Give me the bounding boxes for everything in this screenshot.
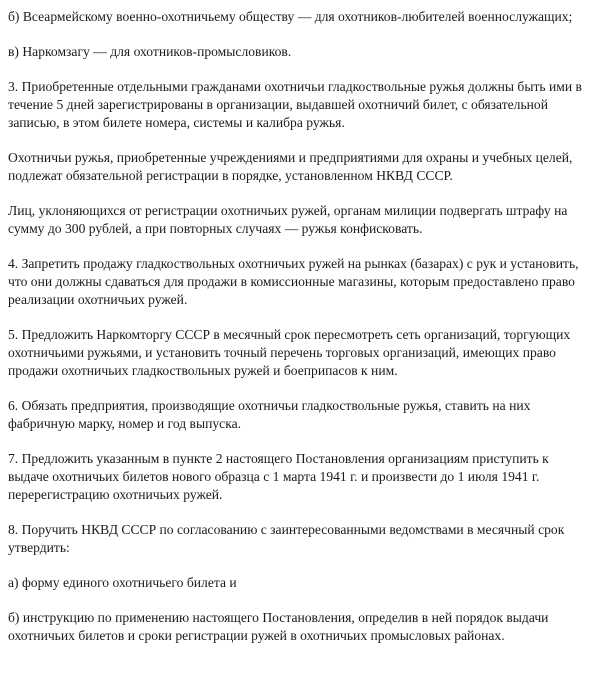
paragraph-item-6: 6. Обязать предприятия, производящие охотничьи гладкоствольные ружья, ставить на них фабричную марку, номер и год выпуска.	[8, 398, 531, 431]
paragraph-institution-rifles: Охотничьи ружья, приобретенные учреждениями и предприятиями для охраны и учебных целей, подлежат обязательной регистрации в порядке, установленном НКВД СССР.	[8, 150, 573, 183]
paragraph-item-8: 8. Поручить НКВД СССР по согласованию с заинтересованными ведомствами в месячный срок утвердить:	[8, 522, 565, 555]
paragraph-v-narkomzag: в) Наркомзагу — для охотников-промысловиков.	[8, 44, 292, 59]
paragraph-item-3: 3. Приобретенные отдельными гражданами охотничьи гладкоствольные ружья должны быть ими в течение 5 дней зарегистрированы в организации, выдавшей охотничий билет, с обязательной записью, в этом билете номера, системы и калибра ружья.	[8, 79, 582, 130]
paragraph-item-4: 4. Запретить продажу гладкоствольных охотничьих ружей на рынках (базарах) с рук и установить, что они должны сдаваться для продажи в комиссионные магазины, которым предоставлено право реализации охотничьих ружей.	[8, 256, 579, 307]
paragraph-fines: Лиц, уклоняющихся от регистрации охотничьих ружей, органам милиции подвергать штрафу на сумму до 300 рублей, а при повторных случаях — ружья конфисковать.	[8, 203, 568, 236]
paragraph-item-5: 5. Предложить Наркомторгу СССР в месячный срок пересмотреть сеть организаций, торгующих охотничьими ружьями, и установить точный перечень торговых организаций, имеющих право продажи охотничьих гладкоствольных ружей и боеприпасов к ним.	[8, 327, 571, 378]
paragraph-item-7: 7. Предложить указанным в пункте 2 настоящего Постановления организациям приступить к выдаче охотничьих билетов нового образца с 1 марта 1941 г. и произвести до 1 июля 1941 г. перерегистрацию охотничьих ружей.	[8, 451, 549, 502]
paragraph-b-instruction: б) инструкцию по применению настоящего Постановления, определив в ней порядок выдачи охотничьих билетов и сроки регистрации ружей в охотничьих промысловых районах.	[8, 610, 549, 643]
paragraph-a-form: а) форму единого охотничьего билета и	[8, 575, 237, 590]
paragraph-b-vseармейскому: б) Всеармейскому военно-охотничьему обществу — для охотников-любителей военнослужащих;	[8, 9, 573, 24]
